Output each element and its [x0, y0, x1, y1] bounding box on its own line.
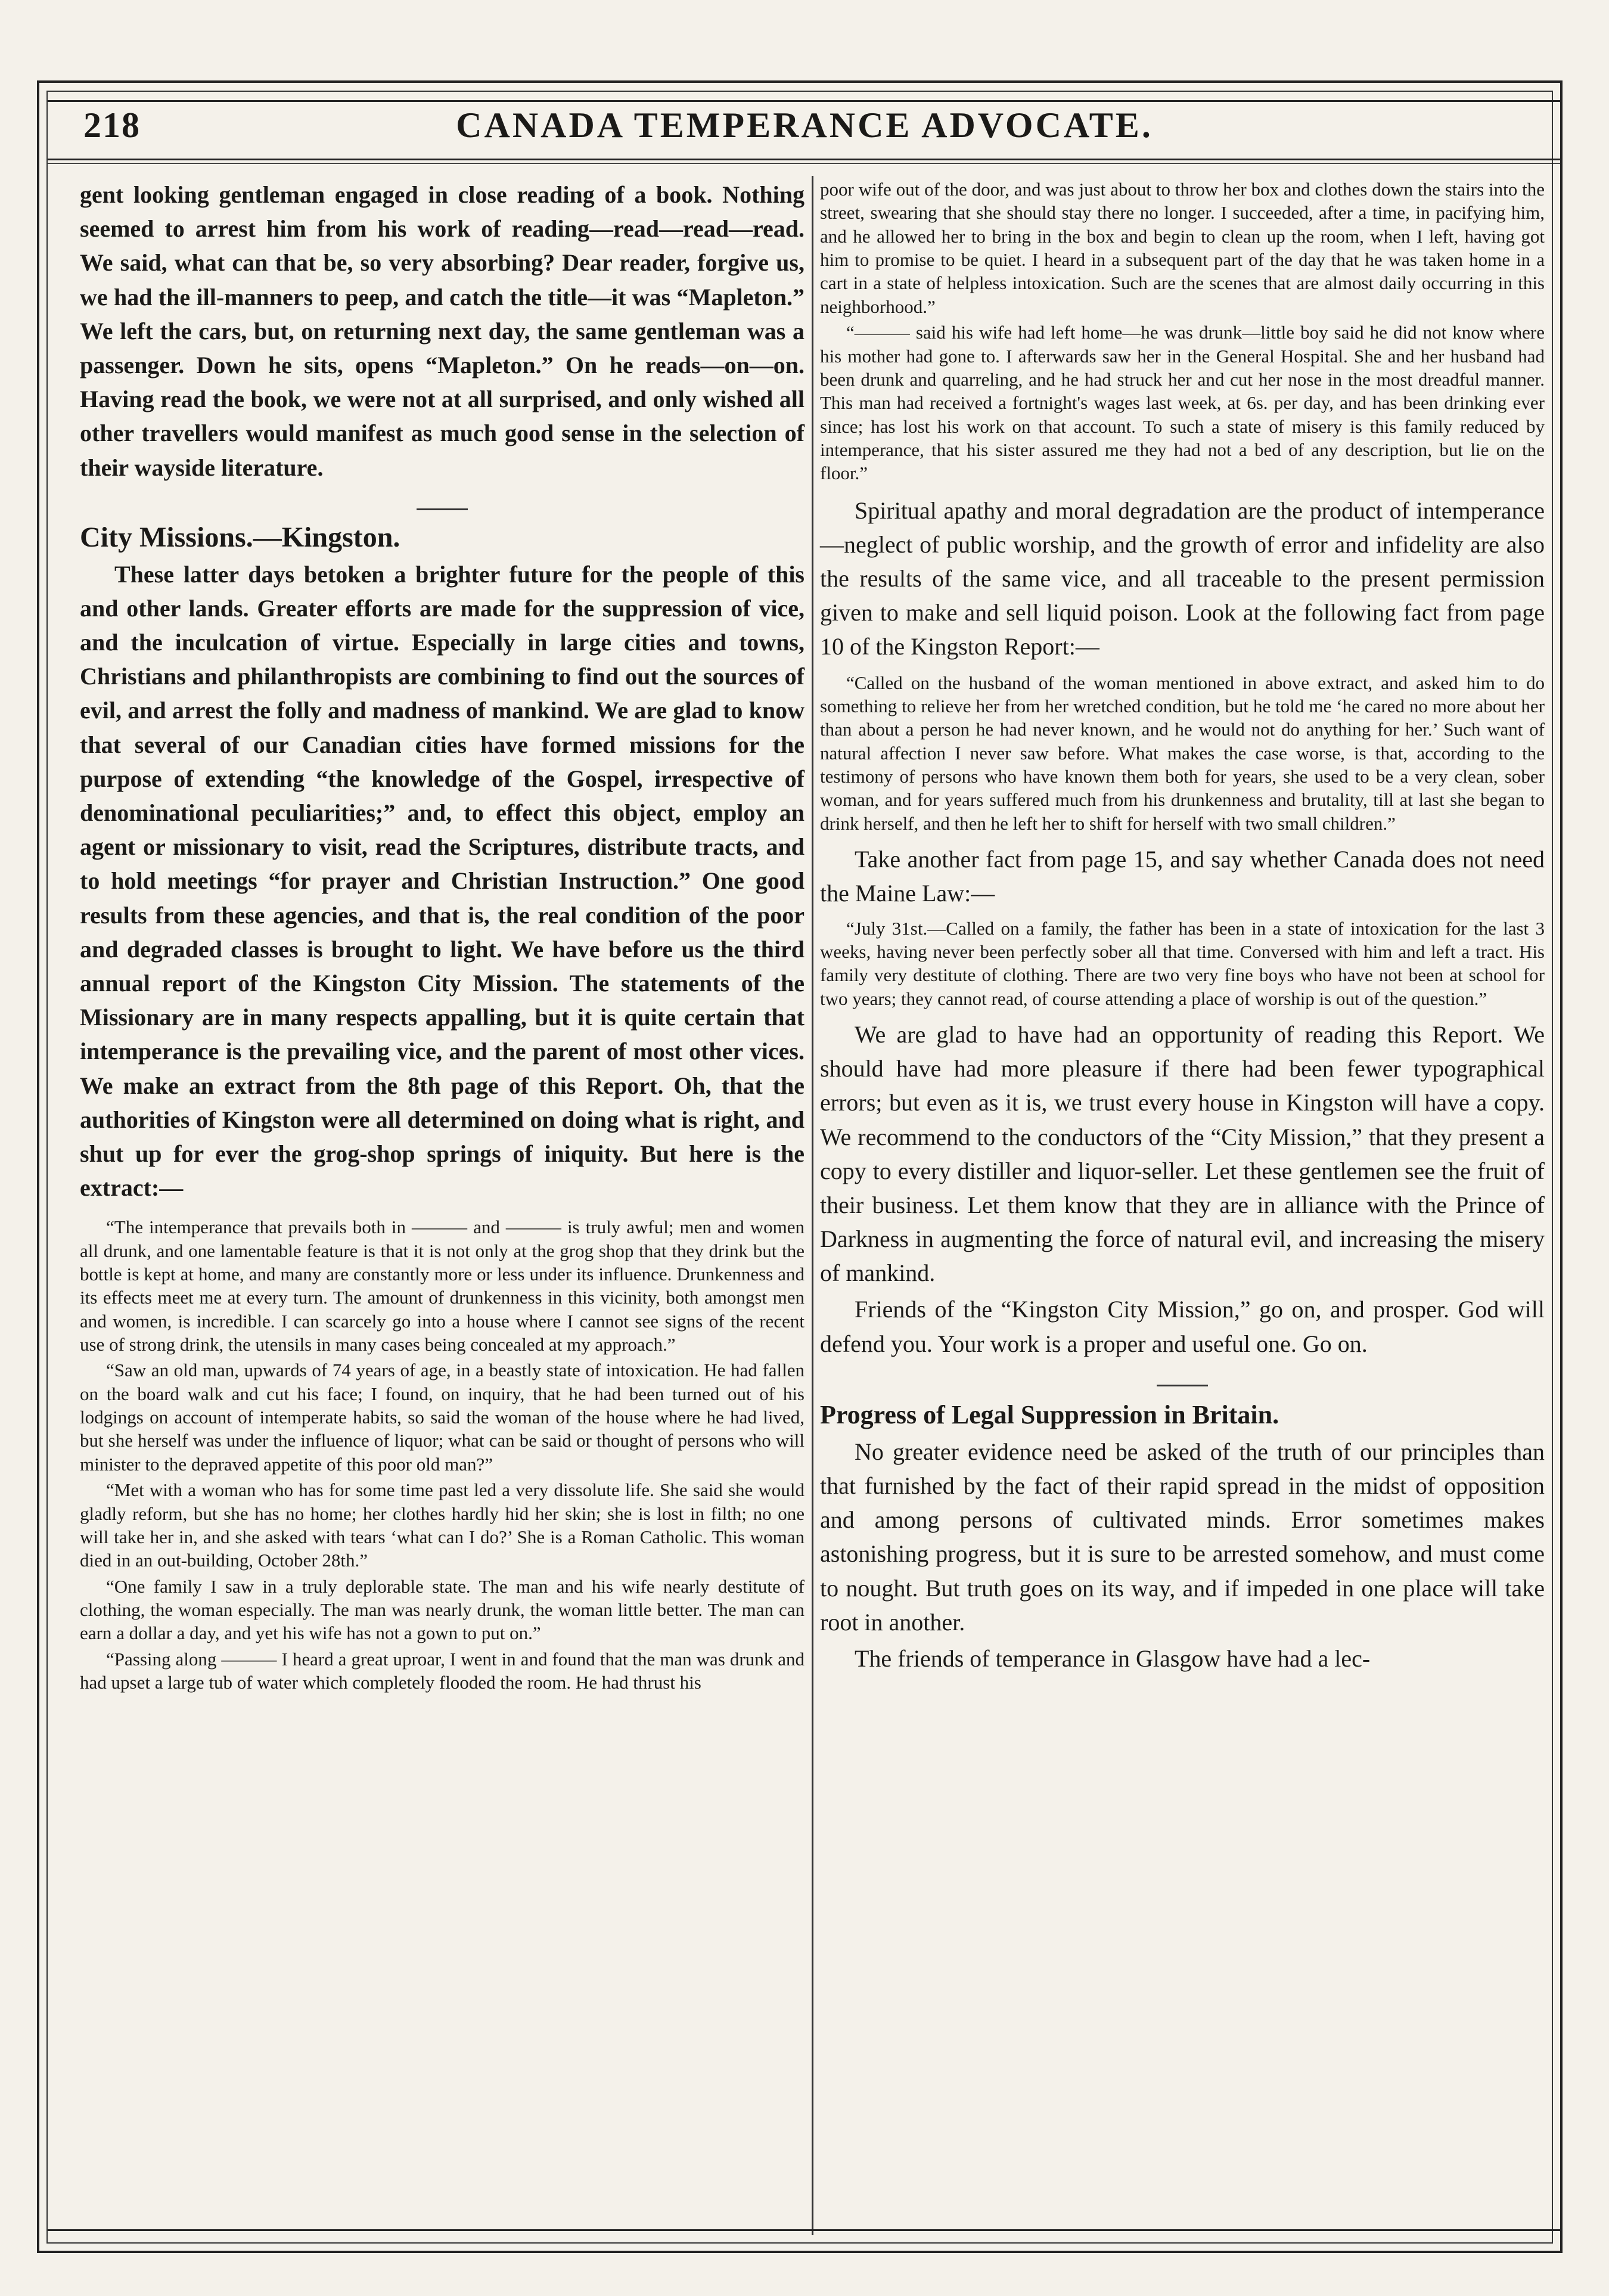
section-divider — [417, 508, 468, 510]
section-heading-legal-suppression: Progress of Legal Suppression in Britain. — [820, 1400, 1279, 1429]
header-rule-top — [48, 100, 1561, 102]
article-paragraph: Take another fact from page 15, and say whether Canada does not need the Maine Law:— — [820, 846, 1545, 907]
footer-rule — [48, 2229, 1561, 2231]
section-divider — [1157, 1385, 1208, 1386]
right-column — [820, 178, 1545, 1676]
masthead-title: CANADA TEMPERANCE ADVOCATE. — [456, 106, 1153, 145]
article-paragraph: The friends of temperance in Glasgow have had a lec- — [855, 1645, 1371, 1672]
page-number: 218 — [83, 106, 141, 145]
quote-paragraph: “The intemperance that prevails both in ——— and ——— is truly awful; men and women all drunk, and one lamentable feature is that it is not only at the grog shop that they drink but the bottle is kept at home, and many are constantly more or less under its influence. Drunkenness and its effects meet me at every turn. The amount of drunkenness in this vicinity, both amongst men and women, is incredible. I can scarcely go into a house where I cannot see signs of the recent use of strong drink, the utensils in many cases being concealed at my approach.” — [80, 1217, 805, 1355]
quote-paragraph: “Met with a woman who has for some time past led a very dissolute life. She said she would gladly reform, but she has no home; her clothes hardly hid her skin; she is lost in filth; no one will take her in, and she asked with tears ‘what can I do?’ She is a Roman Catholic. This woman died in an out-building, October 28th.” — [80, 1479, 805, 1571]
article-paragraph: Spiritual apathy and moral degradation are the product of intemperance—neglect of public worship, and the growth of error and infidelity are also the results of the same vice, and all traceable to the present permission given to make and sell liquid poison. Look at the following fact from page 10 of the Kingston Report:— — [820, 497, 1545, 660]
article-paragraph: No greater evidence need be asked of the truth of our principles than that furnished by the fact of their rapid spread in the midst of opposition and among persons of cultivated minds. Error sometimes makes astonishing progress, but it is sure to be arrested somehow, and must come to nought. But truth goes on its way, and if impeded in one place will take root in another. — [820, 1438, 1545, 1636]
quote-paragraph: “Passing along ——— I heard a great uproar, I went in and found that the man was drunk and had upset a large tub of water which completely flooded the room. He had thrust his — [80, 1648, 805, 1693]
section-heading-city-missions: City Missions.—Kingston. — [80, 521, 400, 553]
article-paragraph: These latter days betoken a brighter future for the people of this and other lands. Greater efforts are made for the suppression of vice, and the inculcation of virtue. Especially in large cities and towns, Christians and philanthropists are combining to find out the sources of evil, and arrest the folly and madness of mankind. We are glad to know that several of our Canadian cities have formed missions for the purpose of extending “the knowledge of the Gospel, irrespective of denominational peculiarities;” and, to effect this object, employ an agent or missionary to visit, read the Scriptures, distribute tracts, and to hold meetings “for prayer and Christian Instruction.” One good results from these agencies, and that is, the real condition of the poor and degraded classes is brought to light. We have before us the third annual report of the Kingston City Mission. The statements of the Missionary are in many respects appalling, but it is quite certain that intemperance is the prevailing vice, and the parent of most other vices. We make an extract from the 8th page of this Report. Oh, that the authorities of Kingston were all determined on doing what is right, and shut up for ever the grog-shop springs of iniquity. But here is the extract:— — [80, 560, 805, 1202]
quote-paragraph: “——— said his wife had left home—he was drunk—little boy said he did not know where his mother had gone to. I afterwards saw her in the General Hospital. She and her husband had been drunk and quarreling, and he had struck her and cut her nose in the most dreadful manner. This man had received a fortnight's wages last week, at 6s. per day, and has been drinking ever since; has lost his work on that account. To such a state of misery is this family reduced by intemperance, that his sister assured me they had not a bed of any description, but lie on the floor.” — [820, 322, 1545, 484]
continued-paragraph: gent looking gentleman engaged in close reading of a book. Nothing seemed to arrest him from his work of reading—read—read—read. We said, what can that be, so very absorbing? Dear reader, forgive us, we had the ill-manners to peep, and catch the title—it was “Mapleton.” We left the cars, but, on returning next day, the same gentleman was a passenger. Down he sits, opens “Mapleton.” On he reads—on—on. Having read the book, we were not at all surprised, and only wished all other travellers would manifest as much good sense in the selection of their wayside literature. — [80, 181, 805, 481]
column-divider — [812, 176, 813, 2235]
quote-continuation: poor wife out of the door, and was just about to throw her box and clothes down the stairs into the street, swearing that she should stay there no longer. I succeeded, after a time, in pacifying him, and he allowed her to bring in the box and begin to clean up the room, when I left, having got him to promise to be quiet. I heard in a subsequent part of the day that he was taken home in a cart in a state of helpless intoxication. Such are the scenes that are almost daily occurring in this neighborhood.” — [820, 179, 1545, 317]
quote-paragraph: “Saw an old man, upwards of 74 years of age, in a beastly state of intoxication. He had fallen on the board walk and cut his face; I found, on inquiry, that he had been turned out of his lodgings on account of intemperate habits, so said the woman of the house where he had lived, but she herself was under the influence of liquor; what can be said or thought of persons who will minister to the depraved appetite of this poor old man?” — [80, 1360, 805, 1475]
quote-paragraph: “July 31st.—Called on a family, the father has been in a state of intoxication for the last 3 weeks, having never been perfectly sober all that time. Conversed with him and left a tract. His family very destitute of clothing. There are two very fine boys who have not been at school for two years; they cannot read, of course attending a place of worship is out of the question.” — [820, 917, 1545, 1009]
article-paragraph: We are glad to have had an opportunity of reading this Report. We should have had more pleasure if there had been fewer typographical errors; but even as it is, we trust every house in Kingston will have a copy. We recommend to the conductors of the “City Mission,” that they present a copy to every distiller and liquor-seller. Let these gentlemen see the fruit of their business. Let them know that they are in alliance with the Prince of Darkness in augmenting the force of natural evil, and increasing the misery of mankind. — [820, 1020, 1545, 1287]
quote-paragraph: “One family I saw in a truly deplorable state. The man and his wife nearly destitute of clothing, the woman especially. The man was nearly drunk, the woman little better. The man can earn a dollar a day, and yet his wife has not a gown to put on.” — [80, 1575, 805, 1644]
article-paragraph: Friends of the “Kingston City Mission,” go on, and prosper. God will defend you. Your work is a proper and useful one. Go on. — [820, 1296, 1545, 1357]
extract-quotes — [80, 1215, 805, 1694]
left-column — [80, 178, 805, 1694]
header-rule-thin — [48, 163, 1561, 164]
quote-paragraph: “Called on the husband of the woman mentioned in above extract, and asked him to do something to relieve her from her wretched condition, but he told me ‘he cared no more about her than about a person he had never known, and he would not do anything for her.’ Such want of natural affection I never saw before. What makes the case worse, is that, according to the testimony of persons who have known them both for years, she used to be a very clean, sober woman, and for years suffered much from his drunkenness and brutality, till at last she began to drink herself, and then he left her to shift for herself with two small children.” — [820, 672, 1545, 834]
header-rule — [48, 159, 1561, 160]
